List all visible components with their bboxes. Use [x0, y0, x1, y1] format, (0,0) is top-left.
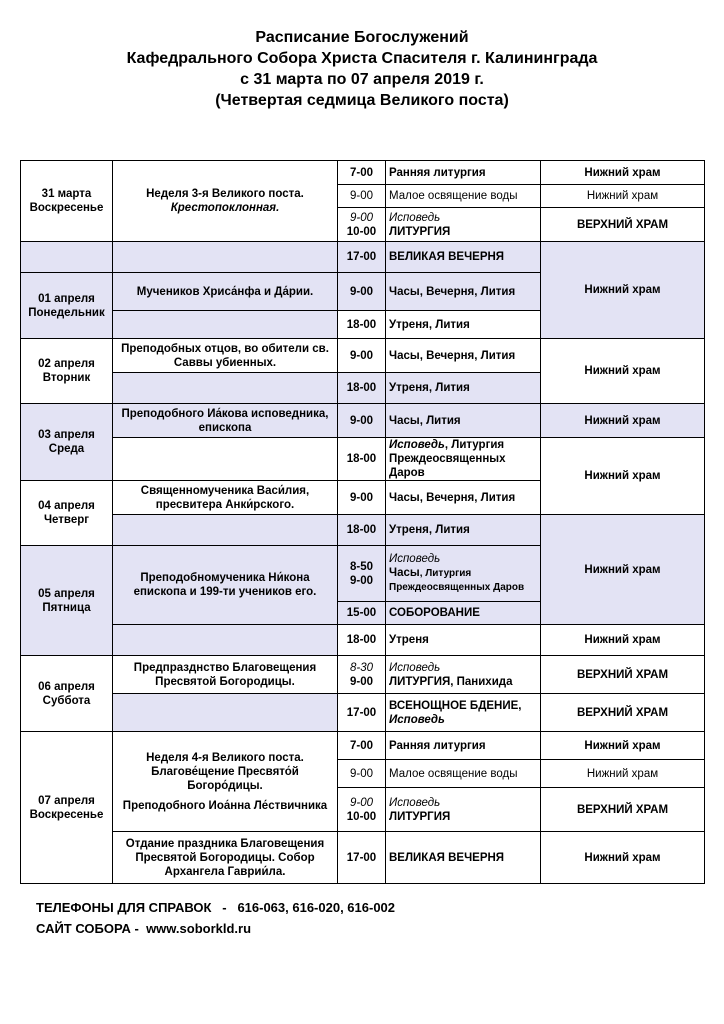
- time-cell: 9-00: [338, 339, 386, 373]
- service-text: Исповедь: [389, 211, 441, 224]
- service-text: Исповедь: [389, 439, 445, 451]
- phones-value: 616-063, 616-020, 616-002: [237, 900, 396, 915]
- table-row: [21, 404, 705, 438]
- feast-cell: [113, 625, 338, 656]
- day-cell: [21, 339, 113, 404]
- location-cell: Нижний храм: [541, 515, 705, 625]
- service-text: Исповедь: [389, 553, 441, 565]
- feast-cell: [113, 311, 338, 339]
- location-cell: Нижний храм: [541, 242, 705, 339]
- time-cell: 15-00: [338, 602, 386, 625]
- table-row: [21, 732, 705, 760]
- service-cell: [386, 788, 541, 832]
- location-cell: ВЕРХНИЙ ХРАМ: [541, 694, 705, 732]
- service-cell: [386, 694, 541, 732]
- service-text: Преждеосвященных Даров: [389, 453, 506, 479]
- phones-line: [36, 897, 395, 918]
- service-cell: [386, 656, 541, 694]
- title-line-3: с 31 марта по 07 апреля 2019 г.: [240, 71, 484, 88]
- time-text: 9-00: [349, 675, 374, 688]
- day-weekday: Вторник: [42, 372, 91, 384]
- service-cell: Ранняя литургия: [386, 732, 541, 760]
- schedule-title: [0, 27, 724, 111]
- day-date: 02 апреля: [38, 358, 95, 370]
- day-weekday: Понедельник: [28, 306, 105, 319]
- service-text: Исповедь: [389, 713, 445, 726]
- service-text: , Литургия: [444, 439, 505, 451]
- service-text: Часы: [389, 567, 420, 579]
- time-text: 10-00: [346, 225, 377, 238]
- service-text: Исповедь: [389, 796, 441, 809]
- day-weekday: Четверг: [43, 514, 90, 526]
- day-date: 07 апреля: [38, 794, 95, 807]
- service-text: ВСЕНОЩНОЕ БДЕНИЕ,: [389, 699, 522, 712]
- service-cell: Часы, Вечерня, Лития: [386, 273, 541, 311]
- feast-cell: Предпразднство Благовещения Пресвятой Богородицы.: [113, 656, 338, 694]
- service-cell: ВЕЛИКАЯ ВЕЧЕРНЯ: [386, 242, 541, 273]
- service-cell: [386, 208, 541, 242]
- day-cell: [21, 273, 113, 339]
- time-text: 8-50: [349, 560, 374, 573]
- day-weekday: Среда: [48, 443, 85, 455]
- day-cell: [21, 161, 113, 242]
- service-cell: СОБОРОВАНИЕ: [386, 602, 541, 625]
- location-cell: Нижний храм: [541, 161, 705, 185]
- time-cell: [338, 788, 386, 832]
- location-cell: Нижний храм: [541, 832, 705, 884]
- service-cell: Утреня: [386, 625, 541, 656]
- location-cell: Нижний храм: [541, 438, 705, 515]
- service-text: Преждеосвященных Даров: [389, 582, 525, 593]
- location-cell: Нижний храм: [541, 760, 705, 788]
- feast-cell: [113, 694, 338, 732]
- table-row: [21, 625, 705, 656]
- table-row: [21, 161, 705, 185]
- time-cell: 7-00: [338, 732, 386, 760]
- time-cell: [338, 546, 386, 602]
- contact-footer: [36, 897, 395, 939]
- time-text: 9-00: [349, 574, 374, 587]
- time-text: 10-00: [346, 810, 377, 823]
- service-cell: Часы, Вечерня, Лития: [386, 481, 541, 515]
- feast-cell: Отдание праздника Благовещения Пресвятой Богородицы. Собор Архангела Гаврии́ла.: [113, 832, 338, 884]
- day-cell: [21, 732, 113, 884]
- time-cell: [338, 656, 386, 694]
- feast-text: Неделя 3-я Великого поста.: [146, 188, 304, 200]
- feast-cell: Преподобных отцов, во обители св. Саввы убиенных.: [113, 339, 338, 373]
- service-text: , Литургия: [419, 568, 472, 579]
- feast-cell: Преподобного Иа́кова исповедника, епископа: [113, 404, 338, 438]
- table-row: [21, 515, 705, 546]
- service-cell: Часы, Вечерня, Лития: [386, 339, 541, 373]
- service-cell: Малое освящение воды: [386, 760, 541, 788]
- day-cell: [21, 656, 113, 732]
- time-cell: 7-00: [338, 161, 386, 185]
- title-line-2: Кафедрального Собора Христа Спасителя г. Калининграда: [126, 50, 598, 67]
- time-cell: 18-00: [338, 311, 386, 339]
- feast-cell: [113, 438, 338, 481]
- time-text: 9-00: [349, 796, 374, 809]
- service-cell: ВЕЛИКАЯ ВЕЧЕРНЯ: [386, 832, 541, 884]
- time-text: 9-00: [349, 211, 374, 224]
- time-cell: 9-00: [338, 273, 386, 311]
- day-date: 05 апреля: [38, 587, 95, 600]
- table-row: [21, 694, 705, 732]
- service-cell: Утреня, Лития: [386, 373, 541, 404]
- table-row: [21, 832, 705, 884]
- day-cell: [21, 404, 113, 481]
- day-weekday: Пятница: [42, 601, 91, 614]
- location-cell: Нижний храм: [541, 185, 705, 208]
- site-link[interactable]: www.soborkld.ru: [146, 921, 252, 936]
- feast-text: Крестопоклонная.: [170, 202, 280, 214]
- feast-cell: [113, 732, 338, 832]
- time-cell: 9-00: [338, 404, 386, 438]
- day-cell: [21, 481, 113, 546]
- service-text: Исповедь: [389, 661, 441, 674]
- day-date: 06 апреля: [38, 680, 95, 693]
- feast-cell: Мучеников Хриса́нфа и Да́рии.: [113, 273, 338, 311]
- time-cell: 9-00: [338, 185, 386, 208]
- time-cell: 17-00: [338, 832, 386, 884]
- table-row: [21, 656, 705, 694]
- service-text: , Панихида: [450, 675, 513, 688]
- day-weekday: Суббота: [42, 694, 91, 707]
- day-date: 01 апреля: [38, 292, 95, 305]
- day-cell: [21, 242, 113, 273]
- service-text: ЛИТУРГИЯ: [389, 810, 451, 823]
- service-cell: [386, 438, 541, 481]
- table-row: [21, 339, 705, 373]
- day-date: 04 апреля: [38, 500, 95, 512]
- feast-cell: [113, 373, 338, 404]
- site-line: [36, 918, 395, 939]
- location-cell: Нижний храм: [541, 625, 705, 656]
- service-cell: Малое освящение воды: [386, 185, 541, 208]
- table-row: [21, 242, 705, 273]
- service-cell: Ранняя литургия: [386, 161, 541, 185]
- location-cell: ВЕРХНИЙ ХРАМ: [541, 788, 705, 832]
- time-cell: 9-00: [338, 481, 386, 515]
- feast-cell: Священномученика Васи́лия, пресвитера Анки́рского.: [113, 481, 338, 515]
- time-cell: 9-00: [338, 760, 386, 788]
- service-cell: Утреня, Лития: [386, 515, 541, 546]
- phones-label: ТЕЛЕФОНЫ ДЛЯ СПРАВОК -: [36, 900, 238, 915]
- day-date: 03 апреля: [38, 429, 95, 441]
- day-weekday: Воскресенье: [29, 202, 104, 214]
- location-cell: ВЕРХНИЙ ХРАМ: [541, 208, 705, 242]
- service-cell: Часы, Лития: [386, 404, 541, 438]
- title-line-4: (Четвертая седмица Великого поста): [215, 92, 509, 109]
- time-cell: 18-00: [338, 373, 386, 404]
- time-cell: 18-00: [338, 625, 386, 656]
- feast-cell: [113, 515, 338, 546]
- time-cell: [338, 208, 386, 242]
- site-label: САЙТ СОБОРА -: [36, 921, 147, 936]
- location-cell: Нижний храм: [541, 404, 705, 438]
- day-date: 31 марта: [41, 188, 92, 200]
- service-cell: Утреня, Лития: [386, 311, 541, 339]
- feast-cell: [113, 161, 338, 242]
- location-cell: ВЕРХНИЙ ХРАМ: [541, 656, 705, 694]
- location-cell: Нижний храм: [541, 732, 705, 760]
- schedule-table: [20, 160, 705, 884]
- title-line-1: Расписание Богослужений: [255, 29, 469, 46]
- time-text: 8-30: [349, 661, 374, 674]
- table-row: [21, 438, 705, 481]
- feast-text: Неделя 4-я Великого поста. Благове́щение Пресвято́й Богоро́дицы.: [146, 751, 304, 792]
- time-cell: 18-00: [338, 438, 386, 481]
- day-cell: [21, 546, 113, 656]
- service-cell: [386, 546, 541, 602]
- feast-text: Преподобного Иоа́нна Ле́ствичника: [122, 799, 328, 812]
- time-cell: 17-00: [338, 242, 386, 273]
- location-cell: Нижний храм: [541, 339, 705, 404]
- time-cell: 17-00: [338, 694, 386, 732]
- feast-cell: Преподобномученика Ни́кона епископа и 199-ти учеников его.: [113, 546, 338, 625]
- day-weekday: Воскресенье: [29, 808, 104, 821]
- service-text: ЛИТУРГИЯ: [389, 225, 451, 238]
- time-cell: 18-00: [338, 515, 386, 546]
- feast-cell: [113, 242, 338, 273]
- service-text: ЛИТУРГИЯ: [389, 675, 451, 688]
